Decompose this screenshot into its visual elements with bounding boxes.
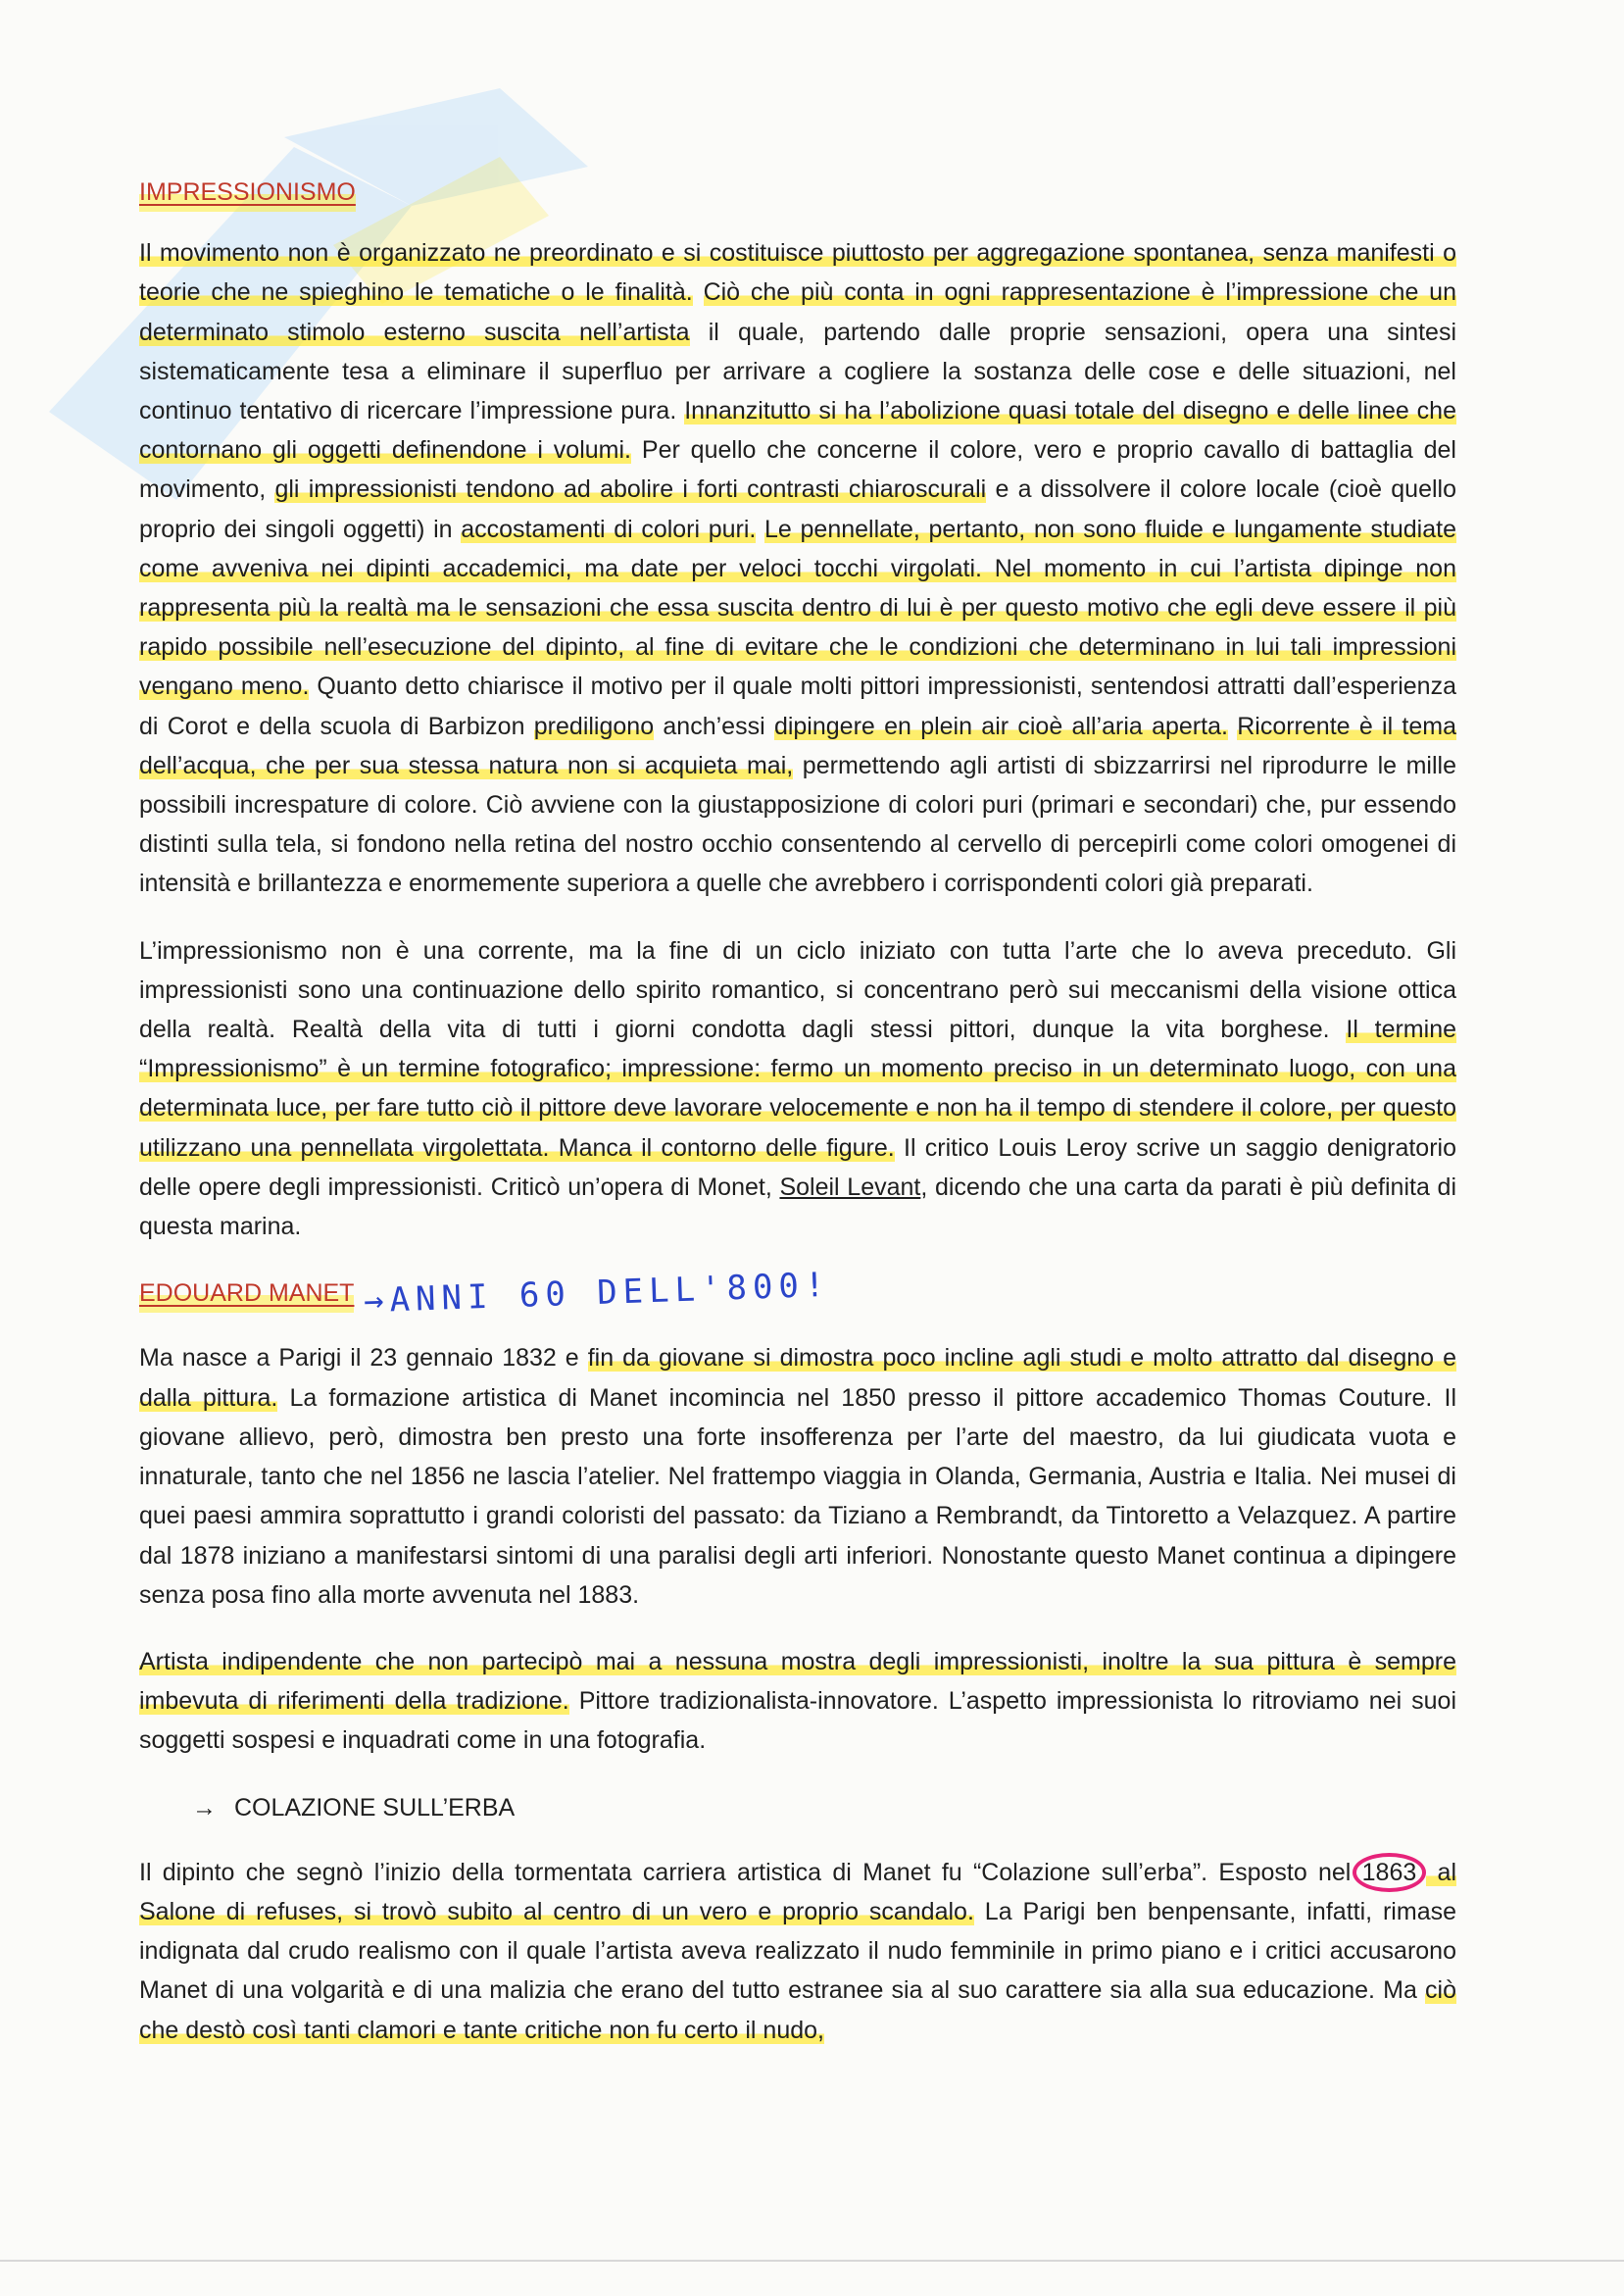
text-run: e a dissolvere il colore locale (cioè quello proprio dei singoli oggetti) in <box>139 475 1456 543</box>
text-run: La Parigi ben benpensante, infatti, rimase indignata dal crudo realismo con il quale l’artista aveva realizzato il nudo femminile in primo piano e i critici accusarono Manet di una volgarità e di una malizia che erano del tutto estranee sia al suo carattere sia alla sua educazione. Ma <box>139 1897 1456 2005</box>
text-run: Per quello che concerne il colore, vero e proprio cavallo di battaglia del movimento, <box>139 436 1456 504</box>
text-run: Pittore tradizionalista-innovatore. L’aspetto impressionista lo ritroviamo nei suoi soggetti sospesi e inquadrati come in una fotografia. <box>139 1687 1456 1755</box>
highlighted-text: Il termine “Impressionismo” è un termine fotografico; impressione: fermo un momento preciso in un determinato luogo, con una determinata luce, per fare tutto ciò il pittore deve lavorare velocemente e non ha il tempo di stendere il colore, per questo utilizzano una pennellata virgolettata. Manca il contorno delle figure. <box>139 1016 1456 1162</box>
subheading-text: COLAZIONE SULL’ERBA <box>234 1793 516 1822</box>
highlighted-text: gli impressionisti tendono ad abolire i forti contrasti chiaroscurali <box>274 475 987 504</box>
highlighted-text: accostamenti di colori puri. <box>461 515 757 543</box>
text-run: permettendo agli artisti di sbizzarrirsi nel riprodurre le mille possibili increspature di colore. Ciò avviene con la giustapposizione di colori puri (primari e secondari) che, pur essendo distinti sulla tela, si fondono nella retina del nostro occhio consentendo al cervello di percepirli come colori omogenei di intensità e brillantezza e enormemente superiora a quelle che avrebbero i corrispondenti colori già preparati. <box>139 751 1456 898</box>
paragraph-colazione <box>139 1853 1456 2050</box>
highlighted-text: al Salone di refuses, si trovò subito al centro di un vero e proprio scandalo. <box>139 1858 1456 1925</box>
text-run <box>1228 713 1237 740</box>
highlighted-text: Innanzitutto si ha l’abolizione quasi totale del disegno e delle linee che contornano gli oggetti definendone i volumi. <box>139 397 1456 465</box>
text-run <box>756 516 764 543</box>
paragraph-impressionismo-intro <box>139 233 1456 903</box>
text-run: Ma nasce a Parigi il 23 gennaio 1832 e <box>139 1344 588 1373</box>
highlighted-text: Il movimento non è organizzato ne preordinato e si costituisce piuttosto per aggregazione spontanea, senza manifesti o teorie che ne spieghino le tematiche o le finalità. <box>139 239 1456 307</box>
highlighted-text: Ricorrente è il tema dell’acqua, che per sua stessa natura non si acquieta mai, <box>139 712 1457 779</box>
paragraph-manet-style <box>139 1642 1456 1761</box>
highlighted-text: Artista indipendente che non partecipò mai a nessuna mostra degli impressionisti, inoltre la sua pittura è sempre imbevuta di riferimenti della tradizione. <box>139 1647 1456 1716</box>
highlighted-text: Le pennellate, pertanto, non sono fluide e lungamente studiate come avveniva nei dipinti accademici, ma date per veloci tocchi virgolati. Nel momento in cui l’artista dipinge non rappresenta più la realtà ma le sensazioni che essa suscita dentro di lui è per questo motivo che egli deve essere il più rapido possibile nell’esecuzione del dipinto, al fine di evitare che le condizioni che determinano in lui tali impressioni vengano meno. <box>139 515 1456 701</box>
text-run: Il critico Louis Leroy scrive un saggio denigratorio delle opere degli impressionisti. Criticò un’opera di Monet, <box>139 1133 1456 1201</box>
highlighted-text: fin da giovane si dimostra poco incline agli studi e molto attratto dal disegno e dalla pittura. <box>139 1344 1456 1412</box>
manet-heading-row <box>139 1265 1456 1322</box>
paragraph-manet-biography <box>139 1338 1456 1614</box>
subheading-colazione <box>192 1788 1456 1827</box>
text-run: , dicendo che una carta da parati è più definita di questa marina. <box>139 1173 1457 1241</box>
heading-impressionismo: IMPRESSIONISMO <box>139 173 356 212</box>
text-run: anch’essi <box>654 712 774 740</box>
text-run: Quanto detto chiarisce il motivo per il quale molti pittori impressionisti, sentendosi attratti dall’esperienza di Corot e della scuola di Barbizon <box>139 673 1456 740</box>
page-bottom-edge <box>0 2260 1624 2262</box>
highlighted-text: Ciò che più conta in ogni rappresentazione è l’impressione che un determinato stimolo esterno suscita nell’artista <box>139 278 1456 346</box>
arrow-icon: → <box>192 1793 217 1822</box>
highlighted-text: dipingere en plein air cioè all’aria aperta. <box>773 712 1228 740</box>
handwritten-note: →ANNI 60 DELL'800! <box>363 1265 832 1322</box>
highlighted-text: ciò che destò così tanti clamori e tante critiche non fu certo il nudo, <box>139 1976 1456 2044</box>
text-run: il quale, partendo dalle proprie sensazioni, opera una sintesi sistematicamente tesa a eliminare il superfluo per arrivare a cogliere la sostanza delle cose e delle situazioni, nel continuo tentativo di ricercare l’impressione pura. <box>139 318 1457 425</box>
paragraph-impressionismo-definition <box>139 931 1456 1247</box>
text-run: La formazione artistica di Manet incomincia nel 1850 presso il pittore accademico Thomas Couture. Il giovane allievo, però, dimostra ben presto una forte insofferenza per l’arte del maestro, da lui giudicata vuota e innaturale, tanto che nel 1856 ne lascia l’atelier. Nel frattempo viaggia in Olanda, Germania, Austria e Italia. Nei musei di quei paesi ammira soprattutto i grandi coloristi del passato: da Tiziano a Rembrandt, da Tintoretto a Velazquez. A partire dal 1878 iniziano a manifestarsi sintomi di una paralisi degli arti inferiori. Nonostante questo Manet continua a dipingere senza posa fino alla morte avvenuta nel 1883. <box>139 1383 1456 1609</box>
text-run: Il dipinto che segnò l’inizio della tormentata carriera artistica di Manet fu “Colazione sull’erba”. Esposto nel <box>139 1858 1362 1886</box>
text-run <box>693 278 704 306</box>
underlined-title: Soleil Levant <box>779 1173 921 1201</box>
highlighted-text: prediligono <box>533 712 655 740</box>
document-body <box>139 173 1456 2077</box>
heading-edouard-manet: EDOUARD MANET <box>139 1273 354 1313</box>
text-run: L’impressionismo non è una corrente, ma la fine di un ciclo iniziato con tutta l’arte che lo aveva preceduto. Gli impressionisti sono una continuazione dello spirito romantico, si concentrano però sui meccanismi della visione ottica della realtà. Realtà della vita di tutti i giorni condotta dagli stessi pittori, dunque la vita borghese. <box>139 936 1456 1044</box>
circled-year: 1863 <box>1353 1853 1427 1892</box>
